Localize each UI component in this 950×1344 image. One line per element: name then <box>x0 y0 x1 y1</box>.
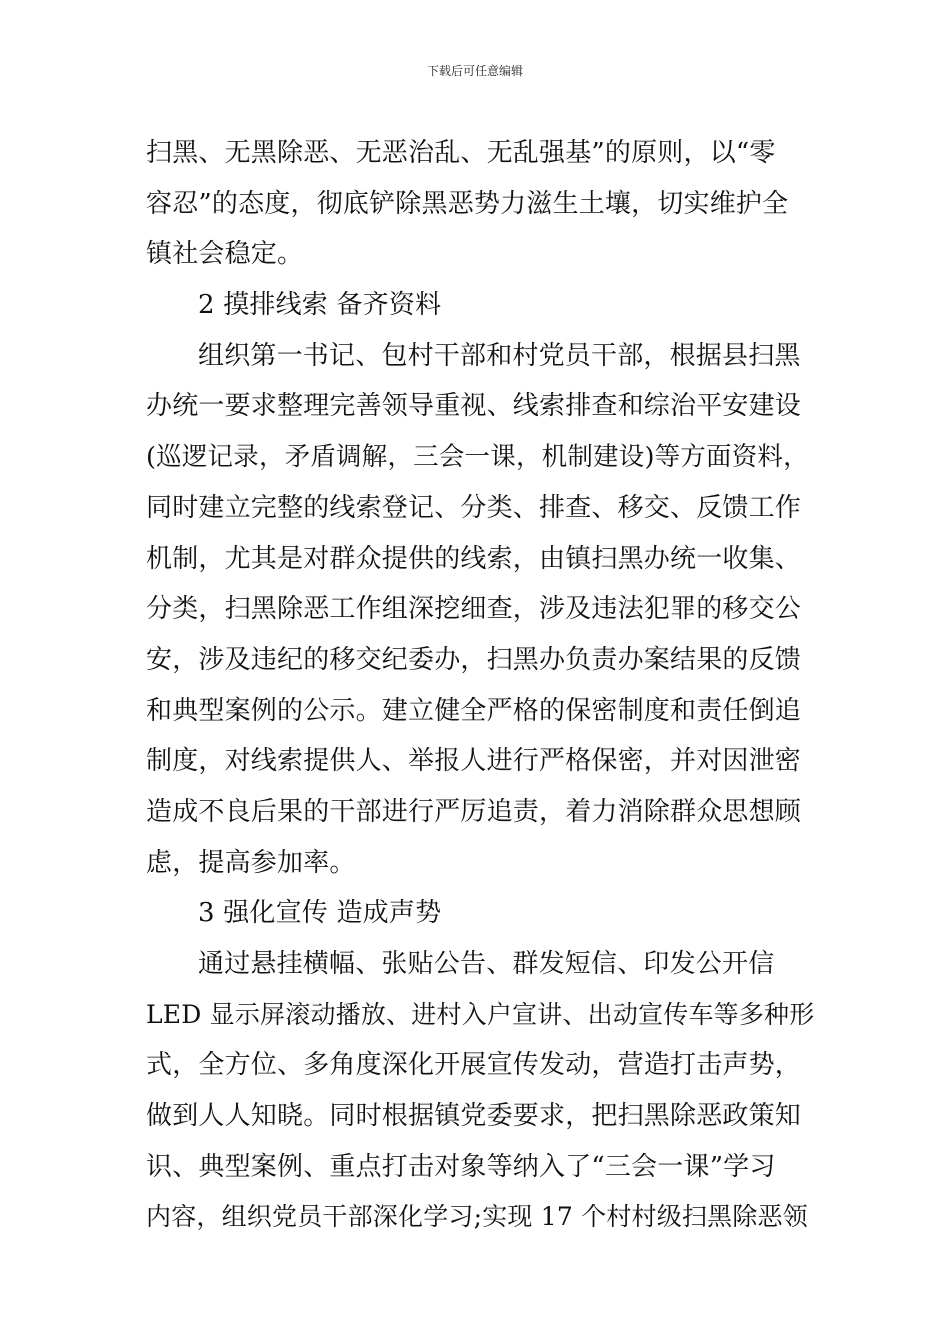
page-header: 下载后可任意编辑 <box>426 64 523 78</box>
text-line: 容忍”的态度，彻底铲除黑恶势力滋生土壤，切实维护全 <box>146 188 789 219</box>
text-line: 组织第一书记、包村干部和村党员干部，根据县扫黑 <box>198 340 801 371</box>
text-line: (巡逻记录，矛盾调解，三会一课，机制建设)等方面资料， <box>146 442 809 473</box>
text-line: 通过悬挂横幅、张贴公告、群发短信、印发公开信 <box>198 949 775 979</box>
text-line: 分类，扫黑除恶工作组深挖细查，涉及违法犯罪的移交公 <box>146 594 802 625</box>
text-line: 安，涉及违纪的移交纪委办，扫黑办负责办案结果的反馈 <box>146 644 802 675</box>
text-line: 式，全方位、多角度深化开展宣传发动，营造打击声势， <box>146 1050 802 1081</box>
text-line: LED 显示屏滚动播放、进村入户宣讲、出动宣传车等多种形 <box>146 999 815 1029</box>
text-line: 办统一要求整理完善领导重视、线索排查和综治平安建设 <box>146 391 802 422</box>
text-line: 虑，提高参加率。 <box>146 847 356 878</box>
text-line: 镇社会稳定。 <box>146 239 304 270</box>
text-line: 和典型案例的公示。建立健全严格的保密制度和责任倒追 <box>146 695 802 726</box>
text-line: 机制，尤其是对群众提供的线索，由镇扫黑办统一收集、 <box>146 543 802 574</box>
text-line: 内容，组织党员干部深化学习;实现 17 个村村级扫黑除恶领 <box>146 1202 808 1232</box>
text-line: 做到人人知晓。同时根据镇党委要求，把扫黑除恶政策知 <box>146 1101 802 1132</box>
text-line: 造成不良后果的干部进行严厉追责，着力消除群众思想顾 <box>146 796 802 827</box>
document-body <box>146 128 818 1243</box>
text-line: 制度，对线索提供人、举报人进行严格保密，并对因泄密 <box>146 746 802 777</box>
text-line: 识、典型案例、重点打击对象等纳入了“三会一课”学习 <box>146 1151 776 1182</box>
text-line: 3 强化宣传 造成声势 <box>198 898 442 929</box>
text-line: 扫黑、无黑除恶、无恶治乱、无乱强基”的原则，以“零 <box>146 138 776 168</box>
text-line: 同时建立完整的线索登记、分类、排查、移交、反馈工作 <box>146 492 802 523</box>
text-line: 2 摸排线索 备齐资料 <box>198 290 442 321</box>
